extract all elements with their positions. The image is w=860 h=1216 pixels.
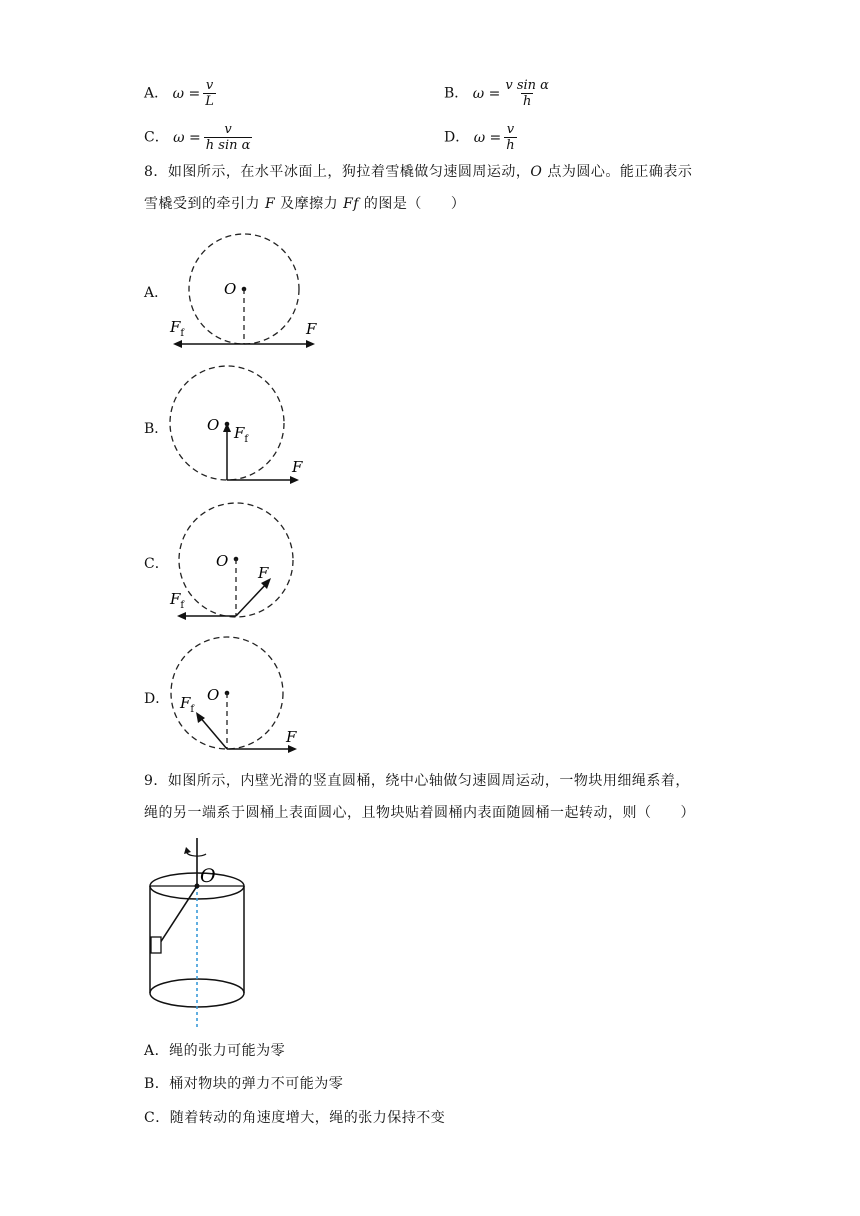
- label-f: F: [286, 728, 297, 746]
- text: F: [170, 590, 181, 608]
- arrowhead-ff: [173, 340, 182, 348]
- q9-line2: 绳的另一端系于圆桶上表面圆心，且物块贴着圆桶内表面随圆桶一起转动，则（ ）: [144, 805, 695, 821]
- text: F: [180, 694, 191, 712]
- text: 8．如图所示，在水平冰面上，狗拉着雪橇做匀速圆周运动，: [144, 164, 531, 180]
- rotation-arrowhead-icon: [184, 847, 191, 854]
- label-f: F: [306, 320, 317, 338]
- arrowhead-f: [290, 476, 299, 484]
- formula-lhs: ω =: [172, 85, 201, 102]
- label-ff: [169, 590, 185, 611]
- denominator: h: [522, 94, 532, 109]
- arrowhead-ff: [177, 612, 186, 620]
- formula-lhs: ω =: [472, 85, 501, 102]
- option-label: A．: [144, 85, 169, 102]
- q9-option-a[interactable]: [144, 1035, 285, 1067]
- formula-lhs: ω =: [173, 129, 201, 146]
- arrow-f: [236, 582, 268, 616]
- text: 及摩擦力: [275, 196, 344, 212]
- formula-lhs: ω =: [473, 129, 502, 146]
- denominator: h: [506, 138, 515, 153]
- q8-figure-a: [160, 228, 340, 356]
- label-o: O: [207, 416, 220, 434]
- q8-line1: [144, 156, 724, 188]
- q8-option-d-label[interactable]: D．: [144, 691, 170, 707]
- q7-option-d[interactable]: [444, 122, 517, 153]
- q8-stem: [144, 156, 724, 220]
- text: f: [190, 704, 195, 715]
- block: [151, 937, 161, 953]
- q8-option-c-label[interactable]: C．: [144, 556, 169, 572]
- string: [160, 886, 197, 943]
- numerator: v: [205, 78, 214, 93]
- formula: [173, 78, 216, 109]
- option-label: B．: [444, 85, 469, 102]
- numerator: v: [506, 122, 515, 137]
- denominator: h sin α: [205, 138, 251, 153]
- text: f: [180, 600, 185, 611]
- text: F: [264, 196, 276, 212]
- arrowhead-f: [288, 745, 297, 753]
- q8-figure-d: [160, 632, 340, 758]
- text: 点为圆心。能正确表示: [542, 164, 693, 180]
- option-text: 绳的张力可能为零: [169, 1043, 286, 1059]
- option-text: 桶对物块的弹力不可能为零: [169, 1076, 344, 1092]
- q7-option-c[interactable]: [144, 122, 252, 153]
- q8-figure-c: [160, 498, 340, 626]
- text: F: [234, 424, 245, 442]
- option-label: D．: [444, 129, 470, 146]
- label-o: O: [216, 552, 229, 570]
- text: f: [180, 328, 185, 339]
- formula: [173, 122, 252, 153]
- fraction: [204, 122, 253, 153]
- label-ff: [233, 424, 249, 445]
- label-o: O: [200, 865, 216, 887]
- q8-option-b-label[interactable]: B．: [144, 421, 169, 437]
- q9-stem: [144, 765, 734, 829]
- label-o: O: [224, 280, 237, 298]
- option-label: C．: [144, 1110, 170, 1126]
- q9-option-c[interactable]: [144, 1102, 445, 1134]
- fraction: [203, 78, 216, 109]
- option-label: B．: [144, 1076, 170, 1092]
- text: 的图是（ ）: [358, 196, 466, 212]
- numerator: v: [224, 122, 232, 137]
- label-ff: [169, 318, 185, 339]
- q7-option-b[interactable]: [444, 78, 551, 109]
- q9-option-b[interactable]: [144, 1068, 343, 1100]
- formula: [473, 78, 551, 109]
- text: f: [244, 434, 249, 445]
- q8-line2: [144, 188, 724, 220]
- fraction: [503, 78, 551, 109]
- option-label: A．: [144, 1043, 170, 1059]
- fraction: [504, 122, 516, 153]
- denominator: L: [205, 94, 214, 109]
- option-text: 随着转动的角速度增大，绳的张力保持不变: [169, 1110, 446, 1126]
- label-f: F: [258, 564, 269, 582]
- text: Ff: [343, 196, 359, 212]
- arrowhead-f: [306, 340, 315, 348]
- label-ff: [179, 694, 195, 715]
- numerator: v sin α: [505, 78, 549, 93]
- q8-option-a-label[interactable]: A．: [144, 285, 169, 301]
- q8-figure-b: [160, 362, 340, 492]
- formula: [474, 122, 517, 153]
- q7-option-a[interactable]: [144, 78, 216, 109]
- label-f: F: [292, 458, 303, 476]
- arrowhead-ff: [223, 423, 231, 432]
- q9-cylinder-figure: [140, 838, 260, 1033]
- text: 雪橇受到的牵引力: [144, 196, 265, 212]
- option-label: C．: [144, 129, 169, 146]
- text: O: [530, 164, 543, 180]
- text: F: [170, 318, 181, 336]
- label-o: O: [207, 686, 220, 704]
- q9-line1: 9．如图所示，内壁光滑的竖直圆桶，绕中心轴做匀速圆周运动，一物块用细绳系着，: [144, 773, 690, 789]
